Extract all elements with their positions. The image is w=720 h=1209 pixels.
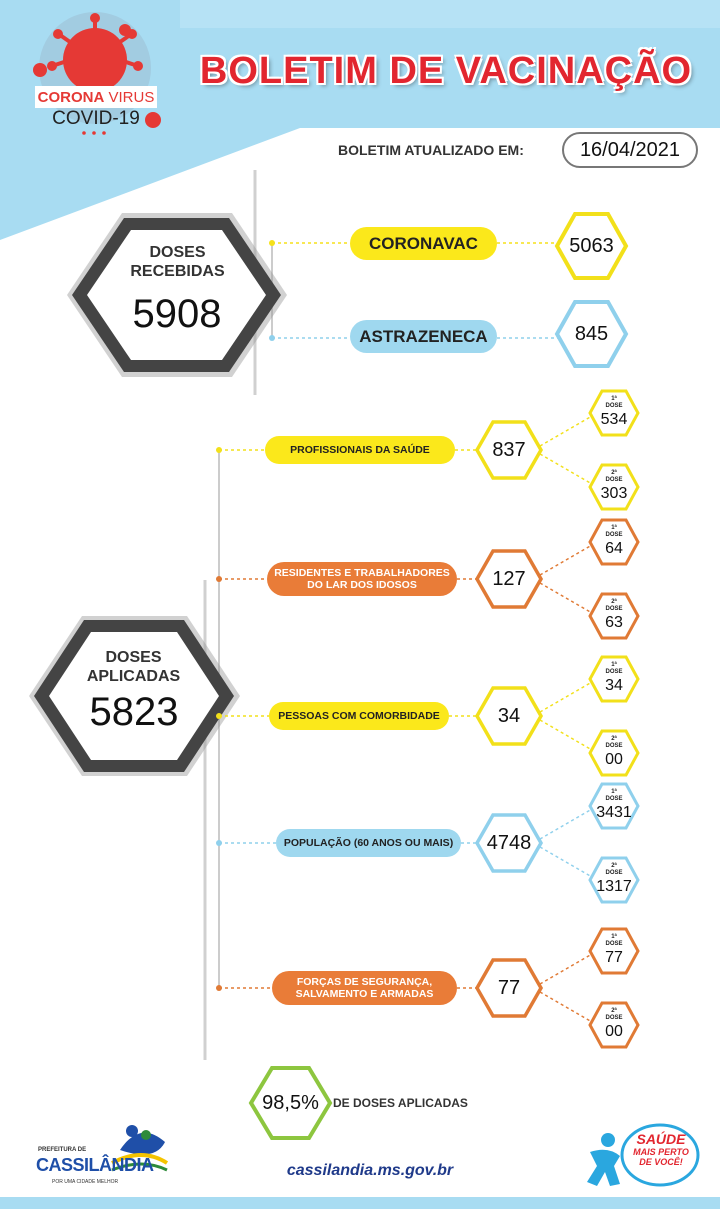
group-name-line1: PROFISSIONAIS DA SAÚDE: [290, 443, 430, 456]
group-name-line2: DO LAR DOS IDOSOS: [307, 579, 417, 591]
coronavac-pill: CORONAVAC: [350, 227, 497, 260]
group-pill: [265, 436, 455, 464]
astrazeneca-value: 845: [574, 322, 609, 345]
astrazeneca-pill: ASTRAZENECA: [350, 320, 497, 353]
footer-band: [0, 1197, 720, 1209]
group-name-line1: RESIDENTES E TRABALHADORES: [274, 566, 450, 579]
group-total: 4748: [486, 831, 532, 854]
dose2-value: 00: [605, 1023, 623, 1040]
dose1-value: 3431: [596, 804, 632, 821]
dose2-label: 2ª DOSE: [605, 599, 623, 612]
group-name-line1: POPULAÇÃO (60 ANOS OU MAIS): [283, 836, 454, 849]
logo-corona-virus-text: [35, 86, 157, 108]
applied-label-line1: DOSES: [105, 649, 162, 666]
dose-connector: [540, 583, 592, 613]
applied-label-line2: APLICADAS: [86, 668, 181, 685]
group-connector-dot: [216, 840, 222, 846]
header-highlight: [180, 0, 720, 28]
dose2-value: 303: [600, 485, 628, 502]
website-link[interactable]: cassilandia.ms.gov.br: [286, 1162, 454, 1179]
dose2-value: 00: [605, 751, 623, 768]
dose1-value: 534: [600, 411, 628, 428]
received-label-line1: DOSES: [149, 244, 206, 261]
city-slogan: POR UMA CIDADE MELHOR: [52, 1179, 119, 1185]
group-pill: [267, 562, 457, 596]
dose1-label: 1ª DOSE: [605, 934, 623, 947]
dose2-label: 2ª DOSE: [605, 863, 623, 876]
logo-virus-word: VIRUS: [108, 88, 155, 106]
city-name: CASSILÂNDIA: [36, 1155, 154, 1175]
dose-connector: [540, 809, 592, 839]
saude-slogan-line3: DE VOCÊ!: [639, 1157, 683, 1167]
received-label: [120, 243, 235, 281]
group-connector-dot: [216, 713, 222, 719]
logo-corona-word: CORONA: [37, 88, 105, 106]
group-total: 837: [492, 438, 526, 461]
updated-label: BOLETIM ATUALIZADO EM:: [338, 142, 524, 158]
page-title: BOLETIM DE VACINAÇÃO: [199, 50, 693, 92]
summary-label: DE DOSES APLICADAS: [333, 1096, 468, 1110]
dose-connector: [540, 416, 592, 446]
applied-label: [76, 648, 191, 686]
group-name-line2: SALVAMENTO E ARMADAS: [295, 988, 434, 1000]
group-total: 127: [492, 567, 526, 590]
saude-slogan: [626, 1132, 696, 1167]
prefeitura-label: PREFEITURA DE: [38, 1147, 87, 1153]
coronavac-value: 5063: [569, 234, 614, 257]
dose2-value: 63: [605, 614, 623, 631]
group-connector-dot: [216, 985, 222, 991]
group-pill: [269, 702, 449, 730]
logo-covid-text: COVID-19: [52, 108, 140, 129]
saude-slogan-line1: SAÚDE: [636, 1131, 686, 1147]
dose1-value: 77: [605, 949, 623, 966]
dose2-label: 2ª DOSE: [605, 736, 623, 749]
dose2-value: 1317: [596, 878, 632, 895]
dose2-label: 2ª DOSE: [605, 470, 623, 483]
dose1-label: 1ª DOSE: [605, 662, 623, 675]
group-connector-dot: [216, 576, 222, 582]
dose-connector: [540, 545, 592, 575]
saude-slogan-line2: MAIS PERTO: [633, 1147, 689, 1157]
dose-connector: [540, 682, 592, 712]
dose-connector: [540, 847, 592, 877]
group-pill: [276, 829, 461, 857]
group-name-line1: PESSOAS COM COMORBIDADE: [278, 709, 440, 722]
dose1-label: 1ª DOSE: [605, 525, 623, 538]
dose1-value: 64: [605, 540, 623, 557]
dose-connector: [540, 454, 592, 484]
dose1-label: 1ª DOSE: [605, 396, 623, 409]
group-total: 34: [497, 704, 521, 727]
updated-date: 16/04/2021: [562, 132, 698, 168]
dose1-value: 34: [605, 677, 623, 694]
dose1-label: 1ª DOSE: [605, 789, 623, 802]
dose2-label: 2ª DOSE: [605, 1008, 623, 1021]
summary-percent: 98,5%: [262, 1091, 319, 1114]
group-pill: [272, 971, 457, 1005]
received-label-line2: RECEBIDAS: [130, 263, 225, 280]
dose-connector: [540, 720, 592, 750]
received-total: 5908: [132, 292, 222, 336]
applied-total: 5823: [89, 690, 179, 734]
dose-connector: [540, 954, 592, 984]
group-connector-dot: [216, 447, 222, 453]
dose-connector: [540, 992, 592, 1022]
group-name-line1: FORÇAS DE SEGURANÇA,: [296, 975, 433, 988]
group-total: 77: [497, 976, 521, 999]
